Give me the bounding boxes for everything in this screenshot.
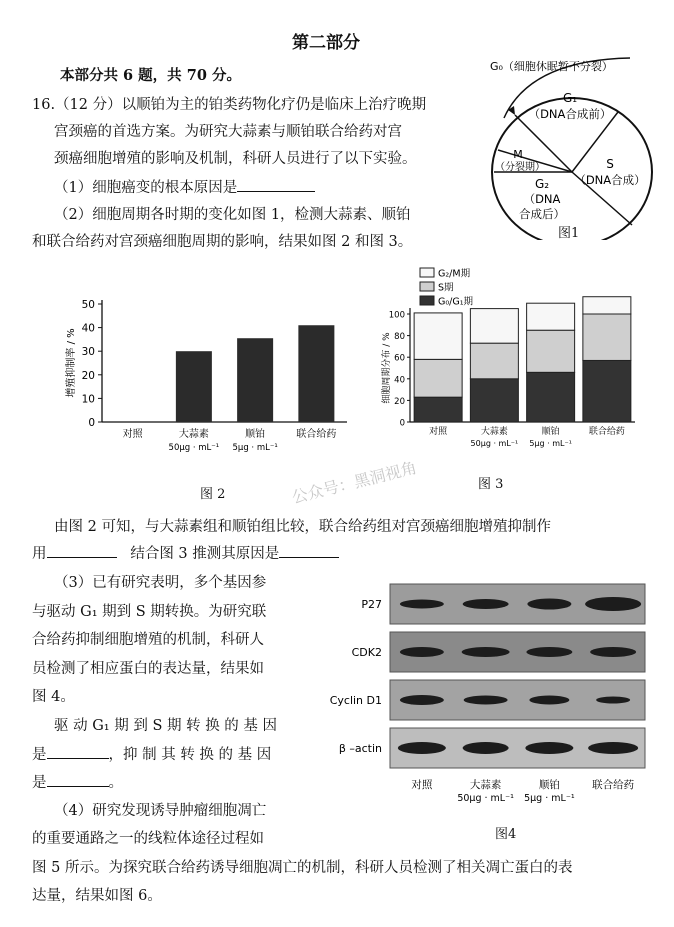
x-tick-sublabel: 50μg · mL⁻¹: [470, 439, 519, 448]
blot-band: [590, 647, 636, 657]
question-part-4-line-4: 达量，结果如图 6。: [32, 888, 162, 904]
fig1-label-g2-sub1: （DNA: [523, 192, 561, 206]
legend-swatch: [420, 282, 434, 291]
blot-band: [596, 697, 630, 704]
blot-column-sublabel: 50μg · mL⁻¹: [457, 793, 514, 804]
figure-3-caption: 图 3: [478, 477, 504, 492]
fig1-label-m: M: [513, 148, 523, 161]
y-tick-label: 80: [394, 332, 405, 343]
blot-band: [464, 696, 508, 705]
question-16-line-3: 颈癌细胞增殖的影响及机制，科研人员进行了以下实验。: [54, 151, 417, 167]
blot-band: [463, 599, 509, 609]
legend-swatch: [420, 296, 434, 305]
blot-band: [525, 742, 573, 754]
stacked-bar-3-series-1: [583, 314, 631, 360]
fig1-label-s-sub: （DNA合成）: [574, 173, 646, 187]
stacked-bar-1-series-2: [470, 309, 518, 344]
y-tick-label: 10: [81, 393, 95, 406]
x-tick-label: 顺铂: [245, 429, 266, 440]
question-part-2-line-3: 由图 2 可知，与大蒜素组和顺铂组比较，联合给药组对宫颈癌细胞增殖抑制作: [54, 519, 551, 535]
y-tick-label: 100: [388, 310, 405, 321]
part-2-text-a: 用: [32, 546, 47, 562]
x-tick-label: 大蒜素: [178, 429, 209, 440]
stacked-bar-0-series-2: [414, 313, 462, 359]
question-part-3-line-4: 员检测了相应蛋白的表达量，结果如: [32, 661, 264, 677]
fig1-label-s: S: [606, 157, 614, 171]
part-1-text: （1）细胞癌变的根本原因是: [54, 180, 238, 196]
blot-band: [398, 742, 446, 754]
fig1-label-m-sub: （分裂期）: [495, 162, 545, 173]
stacked-bar-2-series-0: [527, 372, 575, 422]
blot-band: [400, 695, 444, 705]
question-part-2-line-1: （2）细胞周期各时期的变化如图 1，检测大蒜素、顺铂: [54, 207, 411, 223]
y-tick-label: 60: [394, 353, 405, 364]
y-tick-label: 20: [81, 369, 95, 382]
part-2-text-b: 结合图 3 推测其原因是: [130, 546, 280, 562]
fig1-label-g1: G₁: [562, 91, 578, 105]
page-title: 第二部分: [292, 33, 360, 53]
blot-band: [585, 597, 641, 611]
bar-1: [176, 351, 212, 422]
blot-band: [462, 647, 510, 657]
blot-row-label: Cyclin D1: [329, 694, 382, 707]
stacked-bar-2-series-1: [527, 330, 575, 372]
part-3-text-c: 是: [32, 775, 47, 791]
x-tick-sublabel: 5μg · mL⁻¹: [529, 439, 572, 448]
blot-band: [588, 742, 638, 754]
x-tick-label: 联合给药: [296, 429, 337, 440]
part-3-text-a: 是: [32, 747, 47, 763]
x-tick-label: 顺铂: [541, 427, 560, 437]
y-tick-label: 50: [81, 299, 95, 311]
blot-column-label: 对照: [411, 779, 433, 791]
y-axis-label: 增殖抑制率 / %: [66, 328, 77, 398]
x-tick-label: 对照: [122, 429, 143, 440]
y-tick-label: 30: [81, 346, 95, 359]
blot-column-sublabel: 5μg · mL⁻¹: [524, 793, 575, 804]
section-subtitle: 本部分共 6 题，共 70 分。: [60, 67, 241, 84]
stacked-bar-0-series-0: [414, 397, 462, 422]
x-tick-label: 联合给药: [588, 427, 625, 437]
fig1-label-g0: G₀（细胞休眠暂不分裂）: [490, 60, 613, 73]
answer-blank[interactable]: [47, 772, 109, 787]
y-tick-label: 40: [81, 322, 95, 335]
y-tick-label: 40: [394, 375, 405, 386]
blot-band: [400, 600, 444, 609]
question-part-3-line-2: 与驱动 G₁ 期到 S 期转换。为研究联: [32, 604, 267, 620]
part-3-text-b: ，抑 制 其 转 换 的 基 因: [108, 747, 272, 763]
question-part-2-line-2: 和联合给药对宫颈癌细胞周期的影响，结果如图 2 和图 3。: [32, 234, 413, 250]
question-16-line-2: 宫颈癌的首选方案。为研究大蒜素与顺铂联合给药对宫: [54, 124, 402, 140]
answer-blank[interactable]: [47, 744, 109, 759]
bar-2: [237, 338, 273, 422]
x-tick-label: 对照: [429, 427, 448, 437]
blot-band: [400, 647, 444, 657]
blot-band: [463, 742, 509, 754]
y-tick-label: 0: [399, 418, 405, 429]
question-16-line-1: 16.（12 分）以顺铂为主的铂类药物化疗仍是临床上治疗晚期: [32, 97, 427, 113]
x-tick-sublabel: 5μg · mL⁻¹: [232, 443, 278, 453]
answer-blank[interactable]: [279, 543, 339, 558]
stacked-bar-3-series-2: [583, 297, 631, 314]
blot-column-label: 联合给药: [592, 779, 635, 791]
y-tick-label: 0: [88, 417, 95, 429]
y-tick-label: 20: [394, 396, 405, 407]
part-3-text-d: 。: [108, 775, 123, 791]
fig1-label-g1-sub: （DNA合成前）: [528, 107, 612, 121]
blot-row-label: β –actin: [338, 742, 382, 755]
bar-3: [298, 325, 334, 422]
legend-label: G₀/G₁期: [438, 296, 474, 308]
figure-4-western-blot: [310, 580, 650, 812]
question-part-2-line-4: [32, 543, 339, 564]
stacked-bar-0-series-1: [414, 359, 462, 397]
stacked-bar-3-series-0: [583, 360, 631, 422]
question-part-4-line-2: 的重要通路之一的线粒体途径过程如: [32, 831, 264, 847]
figure-1-cell-cycle: [480, 40, 670, 240]
legend-swatch: [420, 268, 434, 277]
question-part-3-line-1: （3）已有研究表明，多个基因参: [54, 575, 267, 591]
legend-label: G₂/M期: [438, 268, 471, 280]
question-part-3-line-3: 合给药抑制细胞增殖的机制，科研人: [32, 632, 264, 648]
fig1-label-g2: G₂: [534, 177, 550, 191]
question-part-4-line-1: （4）研究发现诱导肿瘤细胞凋亡: [54, 803, 267, 819]
fig1-label-g2-sub2: 合成后）: [519, 207, 565, 221]
figure-1-caption: 图1: [558, 226, 580, 241]
x-tick-label: 大蒜素: [480, 427, 508, 437]
blot-row-label: CDK2: [351, 646, 382, 659]
question-part-3-line-6: 驱 动 G₁ 期 到 S 期 转 换 的 基 因: [54, 718, 278, 734]
blot-band: [529, 696, 569, 705]
stacked-bar-1-series-1: [470, 343, 518, 379]
question-part-4-line-3: 图 5 所示。为探究联合给药诱导细胞凋亡的机制，科研人员检测了相关凋亡蛋白的表: [32, 860, 573, 876]
y-axis-label: 细胞周期分布 / %: [382, 332, 392, 404]
question-part-3-line-8: [32, 772, 123, 793]
blot-band: [526, 647, 572, 657]
x-tick-sublabel: 50μg · mL⁻¹: [168, 443, 220, 453]
watermark: 公众号：黑洞视角: [289, 457, 419, 508]
figure-3-chart: [380, 262, 640, 462]
stacked-bar-2-series-2: [527, 303, 575, 330]
blot-band: [527, 599, 571, 610]
figure-2-caption: 图 2: [200, 487, 226, 502]
figure-2-chart: [60, 290, 360, 460]
answer-blank[interactable]: [237, 177, 315, 192]
question-part-1: [54, 177, 315, 198]
legend-label: S期: [438, 282, 454, 294]
question-part-3-line-5: 图 4。: [32, 689, 75, 705]
blot-column-label: 顺铂: [538, 779, 560, 791]
question-part-3-line-7: [32, 744, 271, 765]
figure-4-caption: 图4: [495, 827, 517, 842]
stacked-bar-1-series-0: [470, 379, 518, 422]
blot-column-label: 大蒜素: [469, 779, 502, 791]
blot-row-label: P27: [361, 598, 382, 611]
answer-blank[interactable]: [47, 543, 117, 558]
